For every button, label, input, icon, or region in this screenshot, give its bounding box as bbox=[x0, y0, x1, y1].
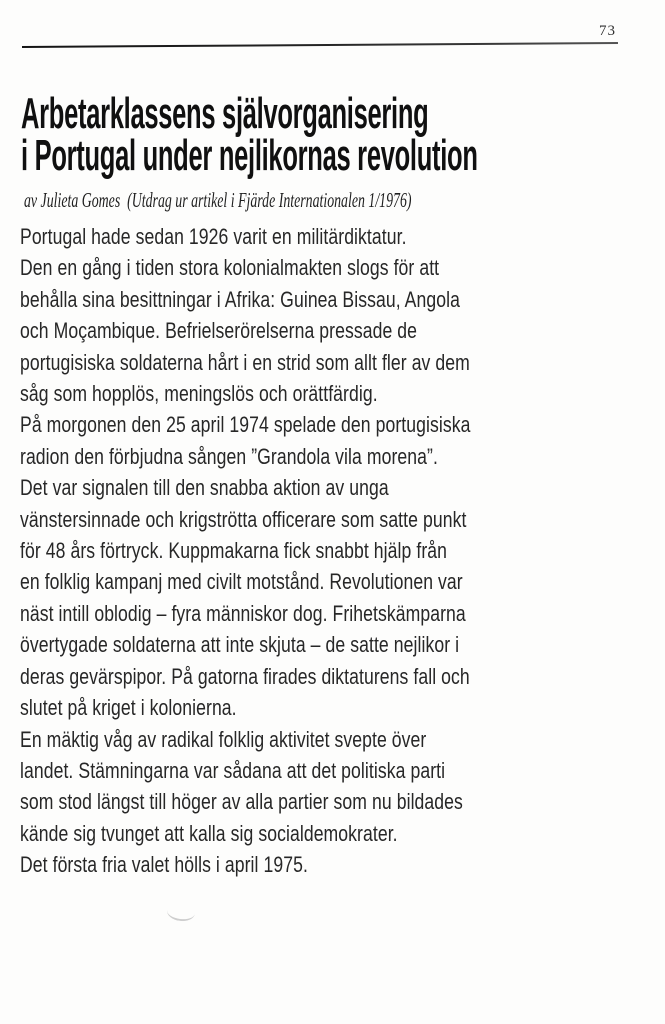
body-line: Den en gång i tiden stora kolonialmakten slogs för att bbox=[20, 255, 440, 281]
body-line: såg som hopplös, meningslös och orättfärdig. bbox=[20, 381, 378, 407]
body-line: behålla sina besittningar i Afrika: Guinea Bissau, Angola bbox=[20, 286, 460, 312]
body-line: På morgonen den 25 april 1974 spelade den portugisiska bbox=[20, 412, 471, 438]
body-line: radion den förbjudna sången ”Grandola vila morena”. bbox=[20, 443, 438, 469]
body-line: kände sig tvunget att kalla sig socialdemokrater. bbox=[20, 820, 398, 846]
article-title bbox=[21, 89, 589, 181]
body-line: Det var signalen till den snabba aktion av unga bbox=[20, 475, 389, 501]
title-line: i Portugal under nejlikornas revolution bbox=[21, 131, 478, 181]
body-line: En mäktig våg av radikal folklig aktivitet svepte över bbox=[20, 726, 427, 752]
body-line: landet. Stämningarna var sådana att det politiska parti bbox=[20, 757, 446, 783]
body-line: portugisiska soldaterna hårt i en strid som allt fler av dem bbox=[20, 349, 470, 375]
body-line: för 48 års förtryck. Kuppmakarna fick snabbt hjälp från bbox=[20, 538, 447, 564]
body-line: vänstersinnade och krigströtta officerare som satte punkt bbox=[20, 506, 467, 532]
body-line: Det första fria valet hölls i april 1975. bbox=[20, 852, 308, 878]
body-line: Portugal hade sedan 1926 varit en militärdiktatur. bbox=[20, 224, 407, 249]
title-line: Arbetarklassens självorganisering bbox=[21, 89, 429, 139]
header-rule bbox=[22, 42, 618, 48]
body-line: deras gevärspipor. På gatorna firades diktaturens fall och bbox=[20, 663, 470, 689]
body-line: som stod längst till höger av alla partier som nu bildades bbox=[20, 789, 463, 815]
body-line: näst intill oblodig – fyra människor dog. Frihetskämparna bbox=[20, 600, 466, 626]
body-line: en folklig kampanj med civilt motstånd. Revolutionen var bbox=[20, 569, 463, 595]
body-line: övertygade soldaterna att inte skjuta – de satte nejlikor i bbox=[20, 632, 460, 658]
scan-artifact-mark bbox=[166, 901, 196, 922]
page-number: 73 bbox=[599, 23, 616, 39]
body-line: slutet på kriget i kolonierna. bbox=[20, 695, 237, 721]
article-byline: av Julieta Gomes (Utdrag ur artikel i Fjärde Internationalen 1/1976) bbox=[24, 188, 412, 212]
article-body bbox=[20, 221, 628, 881]
body-line: och Moçambique. Befrielserörelserna pressade de bbox=[20, 318, 418, 344]
